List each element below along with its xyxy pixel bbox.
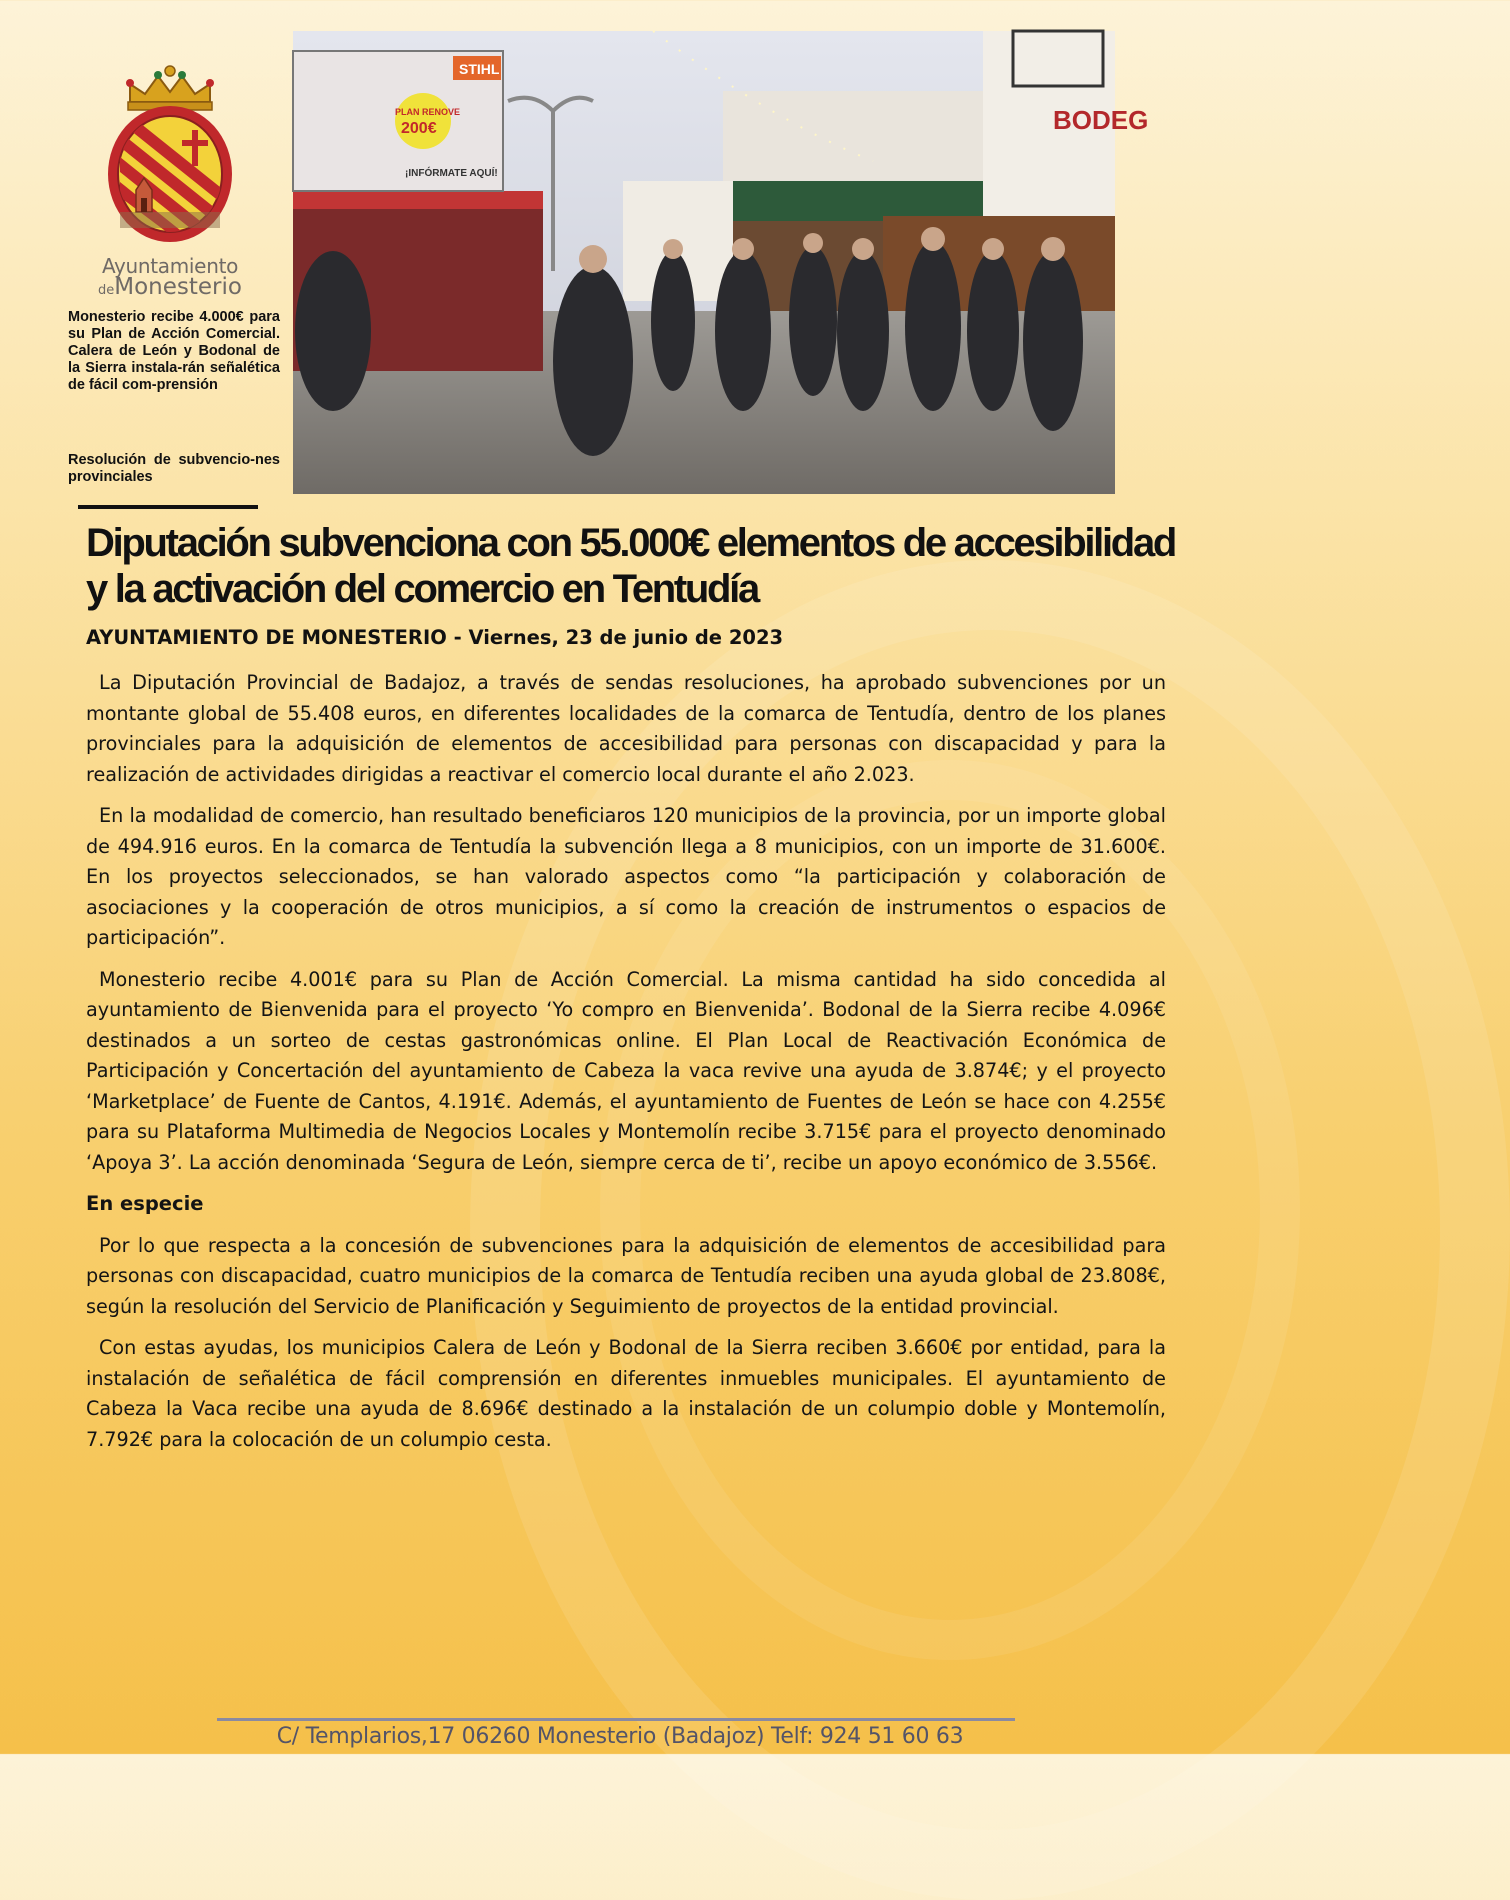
logo-line-monesterio xyxy=(80,274,260,300)
sidebar-section-label: Resolución de subvencio-nes provinciales xyxy=(68,452,280,485)
logo-line-ayuntamiento: Ayuntamiento xyxy=(101,254,239,278)
market-street-photo xyxy=(293,31,1149,494)
article-body xyxy=(86,668,1166,1466)
photo-sign-plan: PLAN RENOVE xyxy=(395,107,461,117)
article-byline: AYUNTAMIENTO DE MONESTERIO - Viernes, 23 de junio de 2023 xyxy=(86,626,784,649)
logo-line-name: Monesterio xyxy=(114,274,242,300)
article-paragraph-4: Por lo que respecta a la concesión de subvenciones para la adquisición de elementos de accesibilidad para personas con discapacidad, cuatro municipios de la comarca de Tentudía reciben una ayuda global de 23.808€, según la resolución del Servicio de Planificación y Seguimiento de proyectos de la entidad provincial. xyxy=(86,1233,1166,1318)
headline-rule xyxy=(78,505,258,509)
sidebar-summary: Monesterio recibe 4.000€ para su Plan de Acción Comercial. Calera de León y Bodonal de la Sierra instala-rán señalética de fácil com-prensión xyxy=(68,309,280,393)
coat-of-arms-icon xyxy=(100,62,240,252)
article-paragraph-1: La Diputación Provincial de Badajoz, a través de sendas resoluciones, ha aprobado subvenciones por un montante global de 55.408 euros, en diferentes localidades de la comarca de Tentudía, dentro de los planes provinciales para la adquisición de elementos de accesibilidad para personas con discapacidad y para la realización de actividades dirigidas a reactivar el comercio local durante el año 2.023. xyxy=(86,671,1166,786)
photo-sign-amount: 200€ xyxy=(401,120,437,137)
municipal-logo xyxy=(80,62,260,300)
photo-sign-info: ¡INFÓRMATE AQUÍ! xyxy=(405,168,498,179)
footer-divider xyxy=(217,1718,1015,1721)
article-subheading: En especie xyxy=(86,1192,204,1215)
logo-line-prefix: de xyxy=(98,283,115,298)
footer-address: C/ Templarios,17 06260 Monesterio (Badajoz) Telf: 924 51 60 63 xyxy=(276,1724,964,1749)
market-street-illustration xyxy=(293,31,1149,494)
article-headline: Diputación subvenciona con 55.000€ elementos de accesibilidad y la activación del comercio en Tentudía xyxy=(86,521,1176,611)
article-paragraph-5: Con estas ayudas, los municipios Calera de León y Bodonal de la Sierra reciben 3.660€ por entidad, para la instalación de señalética de fácil comprensión en diferentes inmuebles municipales. El ayuntamiento de Cabeza la Vaca recibe una ayuda de 8.696€ destinado a la instalación de un columpio doble y Montemolín, 7.792€ para la colocación de un columpio cesta. xyxy=(86,1336,1166,1451)
article-paragraph-3: Monesterio recibe 4.001€ para su Plan de Acción Comercial. La misma cantidad ha sido concedida al ayuntamiento de Bienvenida para el proyecto ‘Yo compro en Bienvenida’. Bodonal de la Sierra recibe 4.096€ destinados a un sorteo de cestas gastronómicas online. El Plan Local de Reactivación Económica de Participación y Concertación del ayuntamiento de Cabeza la vaca revive una ayuda de 3.874€; y el proyecto ‘Marketplace’ de Fuente de Cantos, 4.191€. Además, el ayuntamiento de Fuentes de León se hace con 4.255€ para su Plataforma Multimedia de Negocios Locales y Montemolín recibe 3.715€ para el proyecto denominado ‘Apoya 3’. La acción denominada ‘Segura de León, siempre cerca de ti’, recibe un apoyo económico de 3.556€. xyxy=(86,967,1166,1174)
article-paragraph-2: En la modalidad de comercio, han resultado beneficiaros 120 municipios de la provincia, por un importe global de 494.916 euros. En la comarca de Tentudía la subvención llega a 8 municipios, con un importe de 31.600€. En los proyectos seleccionados, se han valorado aspectos como “la participación y colaboración de asociaciones y la cooperación de otros municipios, a sí como la creación de instrumentos o espacios de participación”. xyxy=(86,804,1166,949)
photo-sign-brand: STIHL xyxy=(459,61,500,77)
photo-shop-sign: BODEG xyxy=(1053,105,1149,135)
